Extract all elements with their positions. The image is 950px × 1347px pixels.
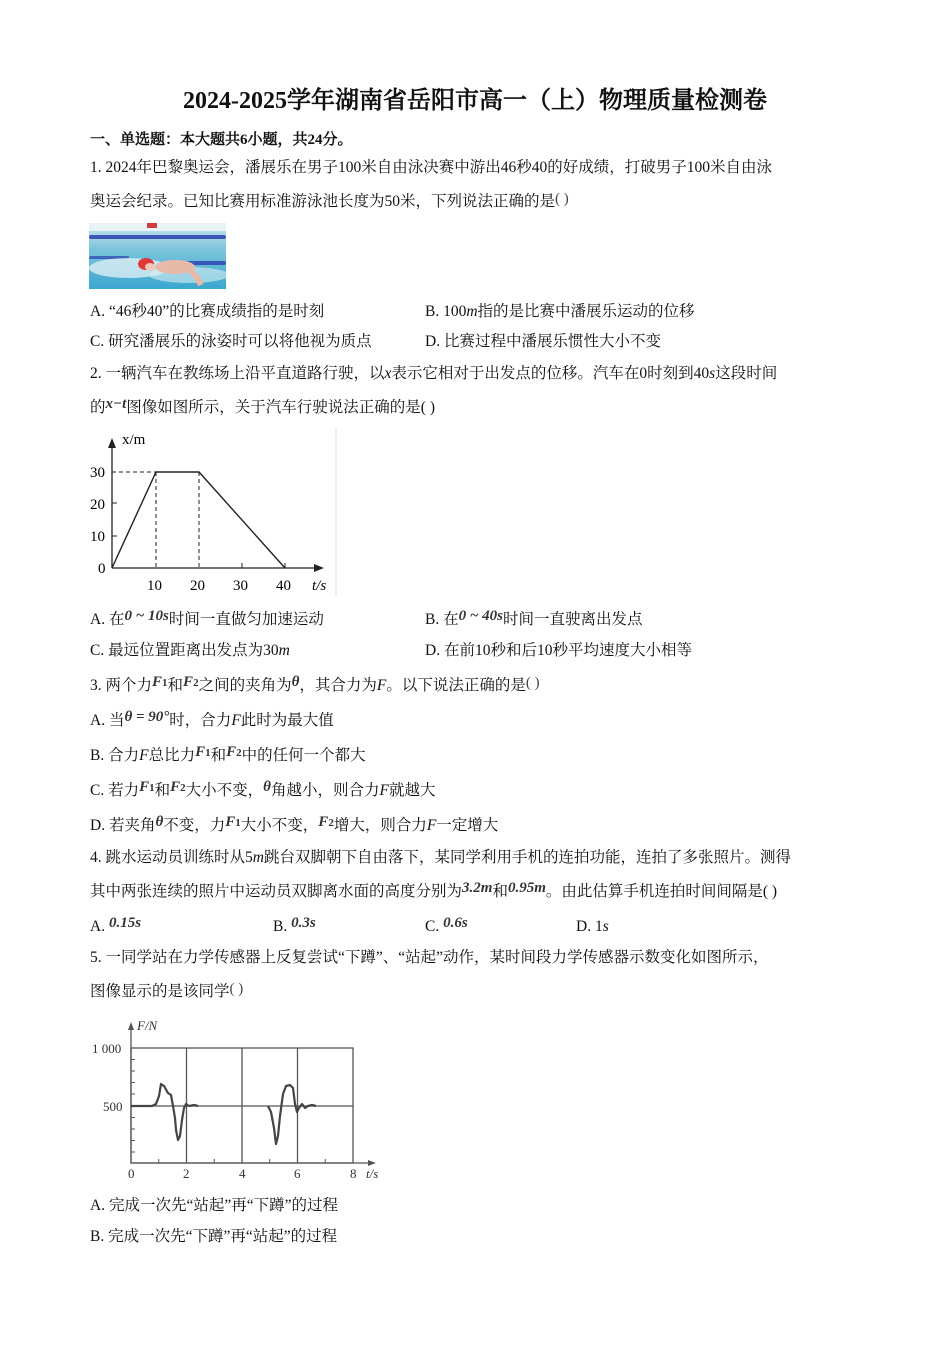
q3-stem: 3. 两个力$F^1$和$F^2$之间的夹角为θ，其合力为F。以下说法正确的是( ) [90,674,540,694]
q1-option-c[interactable]: C. 研究潘展乐的泳姿时可以将他视为质点 [90,333,372,350]
xt-math: x−t [105,396,127,412]
svg-text:t/s: t/s [366,1166,379,1181]
svg-text:30: 30 [90,465,105,481]
q2-option-b[interactable]: B. 在0 ~ 40s时间一直驶离出发点 [425,608,643,628]
q3-option-b[interactable]: B. 合力F总比力$F^1$和$F^2$中的任何一个都大 [90,744,366,764]
q4-option-a[interactable]: A. 0.15s [90,915,142,935]
q5-stem-line2: 图像显示的是该同学( ) [90,981,244,1000]
force-time-graph [88,1018,398,1189]
q3-option-a[interactable]: A. 当θ = 90°时，合力F此时为最大值 [90,709,334,729]
svg-text:30: 30 [233,578,248,594]
q1-option-a[interactable]: A. “46秒40”的比赛成绩指的是时刻 [90,303,325,320]
q1-stem-line1: 1. 2024年巴黎奥运会，潘展乐在男子100米自由泳决赛中游出46秒40的好成绩，打破男子100米自由泳 [90,159,773,176]
svg-text:0: 0 [128,1166,135,1181]
svg-text:8: 8 [350,1166,357,1181]
svg-text:10: 10 [90,529,105,545]
svg-text:500: 500 [103,1099,123,1114]
q1-option-d[interactable]: D. 比赛过程中潘展乐惯性大小不变 [425,333,661,350]
q3-option-d[interactable]: D. 若夹角θ不变，力$F^1$大小不变，$F^2$增大，则合力F一定增大 [90,814,499,834]
svg-text:20: 20 [190,578,205,594]
swimmer-photo [89,223,226,289]
q2-stem-line1: 2. 一辆汽车在教练场上沿平直道路行驶，以x表示它相对于出发点的位移。汽车在0时刻到40s这段时间 [90,365,778,382]
svg-text:0: 0 [98,561,106,577]
ylabel: x/m [122,432,146,448]
svg-text:40: 40 [276,578,291,594]
q4-stem-line1: 4. 跳水运动员训练时从5m跳台双脚朝下自由落下，某同学利用手机的连拍功能，连拍了多张照片。测得 [90,849,791,866]
svg-text:4: 4 [239,1166,246,1181]
q5-stem-line1: 5. 一同学站在力学传感器上反复尝试“下蹲”、“站起”动作，某时间段力学传感器示数变化如图所示， [90,949,769,966]
svg-text:1 000: 1 000 [92,1041,122,1056]
section-title: 一、单选题：本大题共6小题，共24分。 [90,132,353,148]
q5-option-b[interactable]: B. 完成一次先“下蹲”再“站起”的过程 [90,1228,338,1245]
svg-text:6: 6 [294,1166,301,1181]
q4-stem-line2: 其中两张连续的照片中运动员双脚离水面的高度分别为3.2m和0.95m。由此估算手机连拍时间间隔是( ) [90,880,778,900]
q3-option-c[interactable]: C. 若力$F^1$和$F^2$大小不变，θ角越小，则合力F就越大 [90,779,436,799]
page-title: 2024-2025学年湖南省岳阳市高一（上）物理质量检测卷 [183,88,767,114]
q5-option-a[interactable]: A. 完成一次先“站起”再“下蹲”的过程 [90,1197,338,1214]
q2-option-c[interactable]: C. 最远位置距离出发点为30m [90,642,290,659]
q2-stem-line2: 的x−t图像如图所示，关于汽车行驶说法正确的是( ) [90,396,435,416]
q1-option-b[interactable]: B. 100m指的是比赛中潘展乐运动的位移 [425,303,695,320]
q1-stem-line2: 奥运会纪录。已知比赛用标准游泳池长度为50米，下列说法正确的是( ) [90,191,569,210]
svg-text:F/N: F/N [137,1018,158,1033]
svg-text:20: 20 [90,497,105,513]
q2-option-d[interactable]: D. 在前10秒和后10秒平均速度大小相等 [425,642,692,659]
svg-text:10: 10 [147,578,162,594]
xlabel: t/s [312,578,327,594]
svg-text:2: 2 [183,1166,190,1181]
q4-option-c[interactable]: C. 0.6s [425,915,468,935]
q2-option-a[interactable]: A. 在0 ~ 10s时间一直做匀加速运动 [90,608,324,628]
q4-option-b[interactable]: B. 0.3s [273,915,316,935]
answer-bracket: ( ) [555,191,569,207]
q4-option-d[interactable]: D. 1s [576,918,609,935]
xt-graph [88,428,338,601]
